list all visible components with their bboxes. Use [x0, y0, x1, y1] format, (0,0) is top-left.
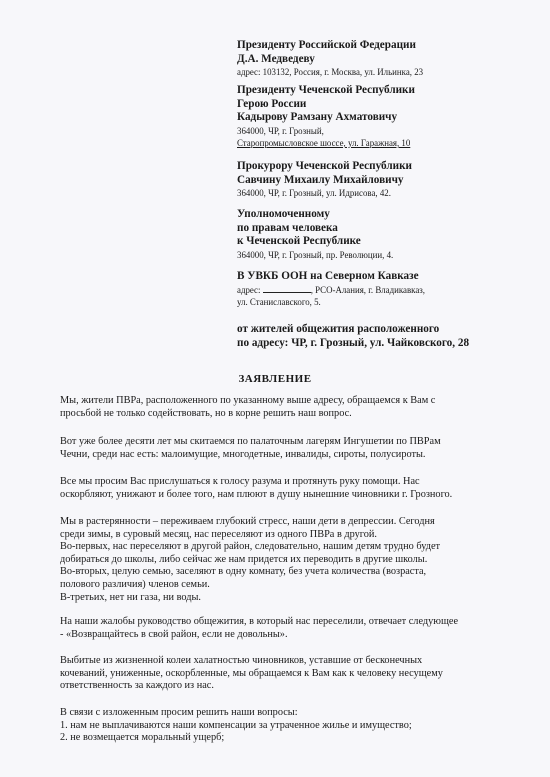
paragraph-line: Во-вторых, целую семью, заселяют в одну комнату, без учета количества (возраста,	[60, 566, 427, 578]
paragraph-line: Все мы просим Вас прислушаться к голосу разума и протянуть руку помощи. Нас	[60, 476, 420, 487]
recipient-title-line: Савчину Михаилу Михайловичу	[237, 173, 404, 186]
paragraph	[60, 616, 530, 641]
paragraph-line: 2. не возмещается моральный ущерб;	[60, 732, 225, 744]
recipient-unhcr	[237, 270, 425, 308]
recipient-title-line: Уполномоченному	[237, 208, 330, 220]
recipient-title-line: Президенту Российской Федерации	[237, 39, 416, 51]
paragraph	[60, 707, 530, 745]
recipient-address-line: ул. Станиславского, 5.	[237, 296, 321, 307]
paragraph-line: среди зимы, в суровый месяц, нас переселяют из одного ПВРа в другой.	[60, 528, 377, 540]
paragraph-line: Мы в растерянности – переживаем глубокий стресс, наши дети в депрессии. Сегодня	[60, 516, 435, 527]
paragraph	[60, 436, 530, 461]
recipient-president-rf	[237, 39, 423, 78]
paragraph-line: Вот уже более десяти лет мы скитаемся по палаточным лагерям Ингушетии по ПВРам	[60, 436, 441, 447]
recipient-title-line: Д.А. Медведеву	[237, 52, 315, 65]
recipient-address-line: 364000, ЧР, г. Грозный, ул. Идрисова, 42.	[237, 188, 391, 199]
document-title: ЗАЯВЛЕНИЕ	[238, 373, 312, 385]
recipient-title-line: Герою России	[237, 97, 307, 110]
recipient-ombudsman	[237, 208, 393, 261]
paragraph-line: Мы, жители ПВРа, расположенного по указанному выше адресу, обращаемся к Вам с	[60, 395, 436, 406]
recipient-address-line: 364000, ЧР, г. Грозный,	[237, 125, 324, 136]
recipient-title-line: Прокурору Чеченской Республики	[237, 160, 412, 172]
paragraph	[60, 655, 530, 693]
recipient-president-chr	[237, 84, 415, 149]
paragraph-line: В-третьих, нет ни газа, ни воды.	[60, 591, 201, 603]
sender-line: по адресу: ЧР, г. Грозный, ул. Чайковского, 28	[237, 336, 470, 349]
recipient-address-line: 364000, ЧР, г. Грозный, пр. Революции, 4.	[237, 249, 394, 260]
paragraph-line: оскорбляют, унижают и более того, нам плюют в душу нынешние чиновники г. Грозного.	[60, 488, 453, 500]
address-city: , РСО-Алания, г. Владикавказ,	[310, 284, 426, 295]
paragraph	[60, 476, 530, 501]
paragraph-line: добираться до школы, либо сейчас же нам придется их переводить в другие школы.	[60, 553, 428, 565]
recipient-title-line: Кадырову Рамзану Ахматовичу	[237, 111, 398, 124]
paragraph-line: ответственность за каждого из нас.	[60, 680, 214, 692]
address-label: адрес:	[237, 284, 261, 295]
paragraph-line: 1. нам не выплачиваются наши компенсации за утраченное жилье и имущество;	[60, 719, 412, 731]
recipient-prosecutor	[237, 160, 412, 199]
paragraph-line: просьбой не только содействовать, но в корне решить наш вопрос.	[60, 407, 352, 419]
paragraph-line: Во-первых, нас переселяют в другой район, следовательно, нашим детям трудно будет	[60, 541, 441, 553]
recipient-title-line: по правам человека	[237, 221, 338, 234]
paragraph	[60, 395, 530, 420]
recipient-address-line: Старопромысловское шоссе, ул. Гаражная, 10	[237, 137, 411, 148]
paragraph-line: В связи с изложенным просим решить наши вопросы:	[60, 707, 298, 718]
recipient-address-line: адрес: 103132, Россия, г. Москва, ул. Ильинка, 23	[237, 67, 424, 78]
recipient-address-line	[237, 284, 425, 296]
paragraph-line: На наши жалобы руководство общежития, в который нас переселили, отвечает следующее	[60, 616, 459, 627]
sender-line: от жителей общежития расположенного	[237, 323, 440, 335]
sender-block	[237, 323, 469, 350]
paragraph-line: Выбитые из жизненной колеи халатностью чиновников, уставшие от бесконечных	[60, 655, 423, 666]
paragraph-line: кочеваний, униженные, оскорбленные, мы обращаемся к Вам как к человеку несущему	[60, 667, 443, 679]
paragraph-line: Чечни, среди нас есть: малоимущие, многодетные, инвалиды, сироты, полусироты.	[60, 448, 426, 460]
paragraph-line: полового различия) членов семьи.	[60, 578, 210, 590]
paragraph	[60, 516, 530, 604]
blank-field	[263, 284, 311, 293]
recipient-title-line: В УВКБ ООН на Северном Кавказе	[237, 270, 419, 282]
paragraph-line: - «Возвращайтесь в свой район, если не довольны».	[60, 628, 288, 640]
recipient-title-line: Президенту Чеченской Республики	[237, 84, 415, 96]
recipient-title-line: к Чеченской Республике	[237, 235, 361, 248]
